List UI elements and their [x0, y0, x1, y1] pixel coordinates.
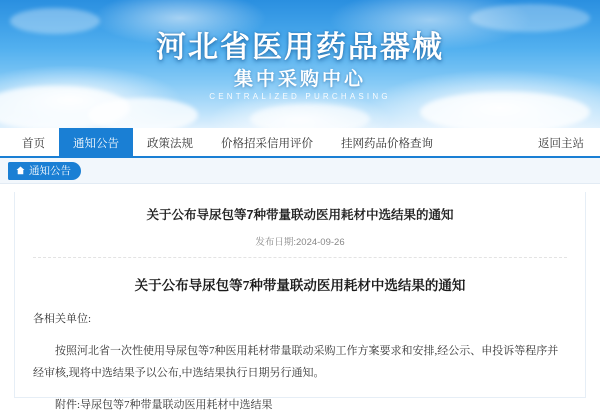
nav-spacer — [447, 128, 524, 156]
breadcrumb-current[interactable] — [8, 162, 81, 180]
site-banner — [0, 0, 600, 128]
nav-item-credit-evaluation[interactable]: 价格招采信用评价 — [221, 138, 313, 150]
breadcrumb — [0, 158, 600, 184]
banner-english-subtitle: CENTRALIZED PURCHASING — [209, 92, 391, 101]
document-attachment[interactable]: 附件:导尿包等7种带量联动医用耗材中选结果 — [55, 398, 273, 411]
document-paragraph: 按照河北省一次性使用导尿包等7种医用耗材带量联动采购工作方案要求和安排,经公示、申投诉等程序并经审核,现将中选结果予以公布,中选结果执行日期另行通知。 — [33, 344, 559, 379]
document-headline: 关于公布导尿包等7种带量联动医用耗材中选结果的通知 — [146, 208, 454, 222]
nav-item-home[interactable]: 首页 — [22, 138, 45, 150]
document-publish-date: 发布日期:2024-09-26 — [33, 234, 567, 258]
main-navigation — [0, 128, 600, 158]
document-card — [14, 192, 586, 411]
banner-title: 河北省医用药品器械 — [156, 31, 444, 64]
cloud-decoration — [88, 98, 198, 132]
nav-item-price-query[interactable]: 挂网药品价格查询 — [341, 138, 433, 150]
nav-item-notice[interactable]: 通知公告 — [59, 128, 133, 158]
document-body-title: 关于公布导尿包等7种带量联动医用耗材中选结果的通知 — [134, 277, 466, 293]
breadcrumb-label: 通知公告 — [29, 165, 71, 177]
banner-subtitle: 集中采购中心 — [233, 69, 366, 90]
nav-item-back-to-main-site[interactable]: 返回主站 — [538, 138, 584, 150]
home-icon — [16, 166, 25, 175]
document-salutation: 各相关单位: — [33, 312, 92, 325]
nav-item-policy[interactable]: 政策法规 — [147, 138, 193, 150]
